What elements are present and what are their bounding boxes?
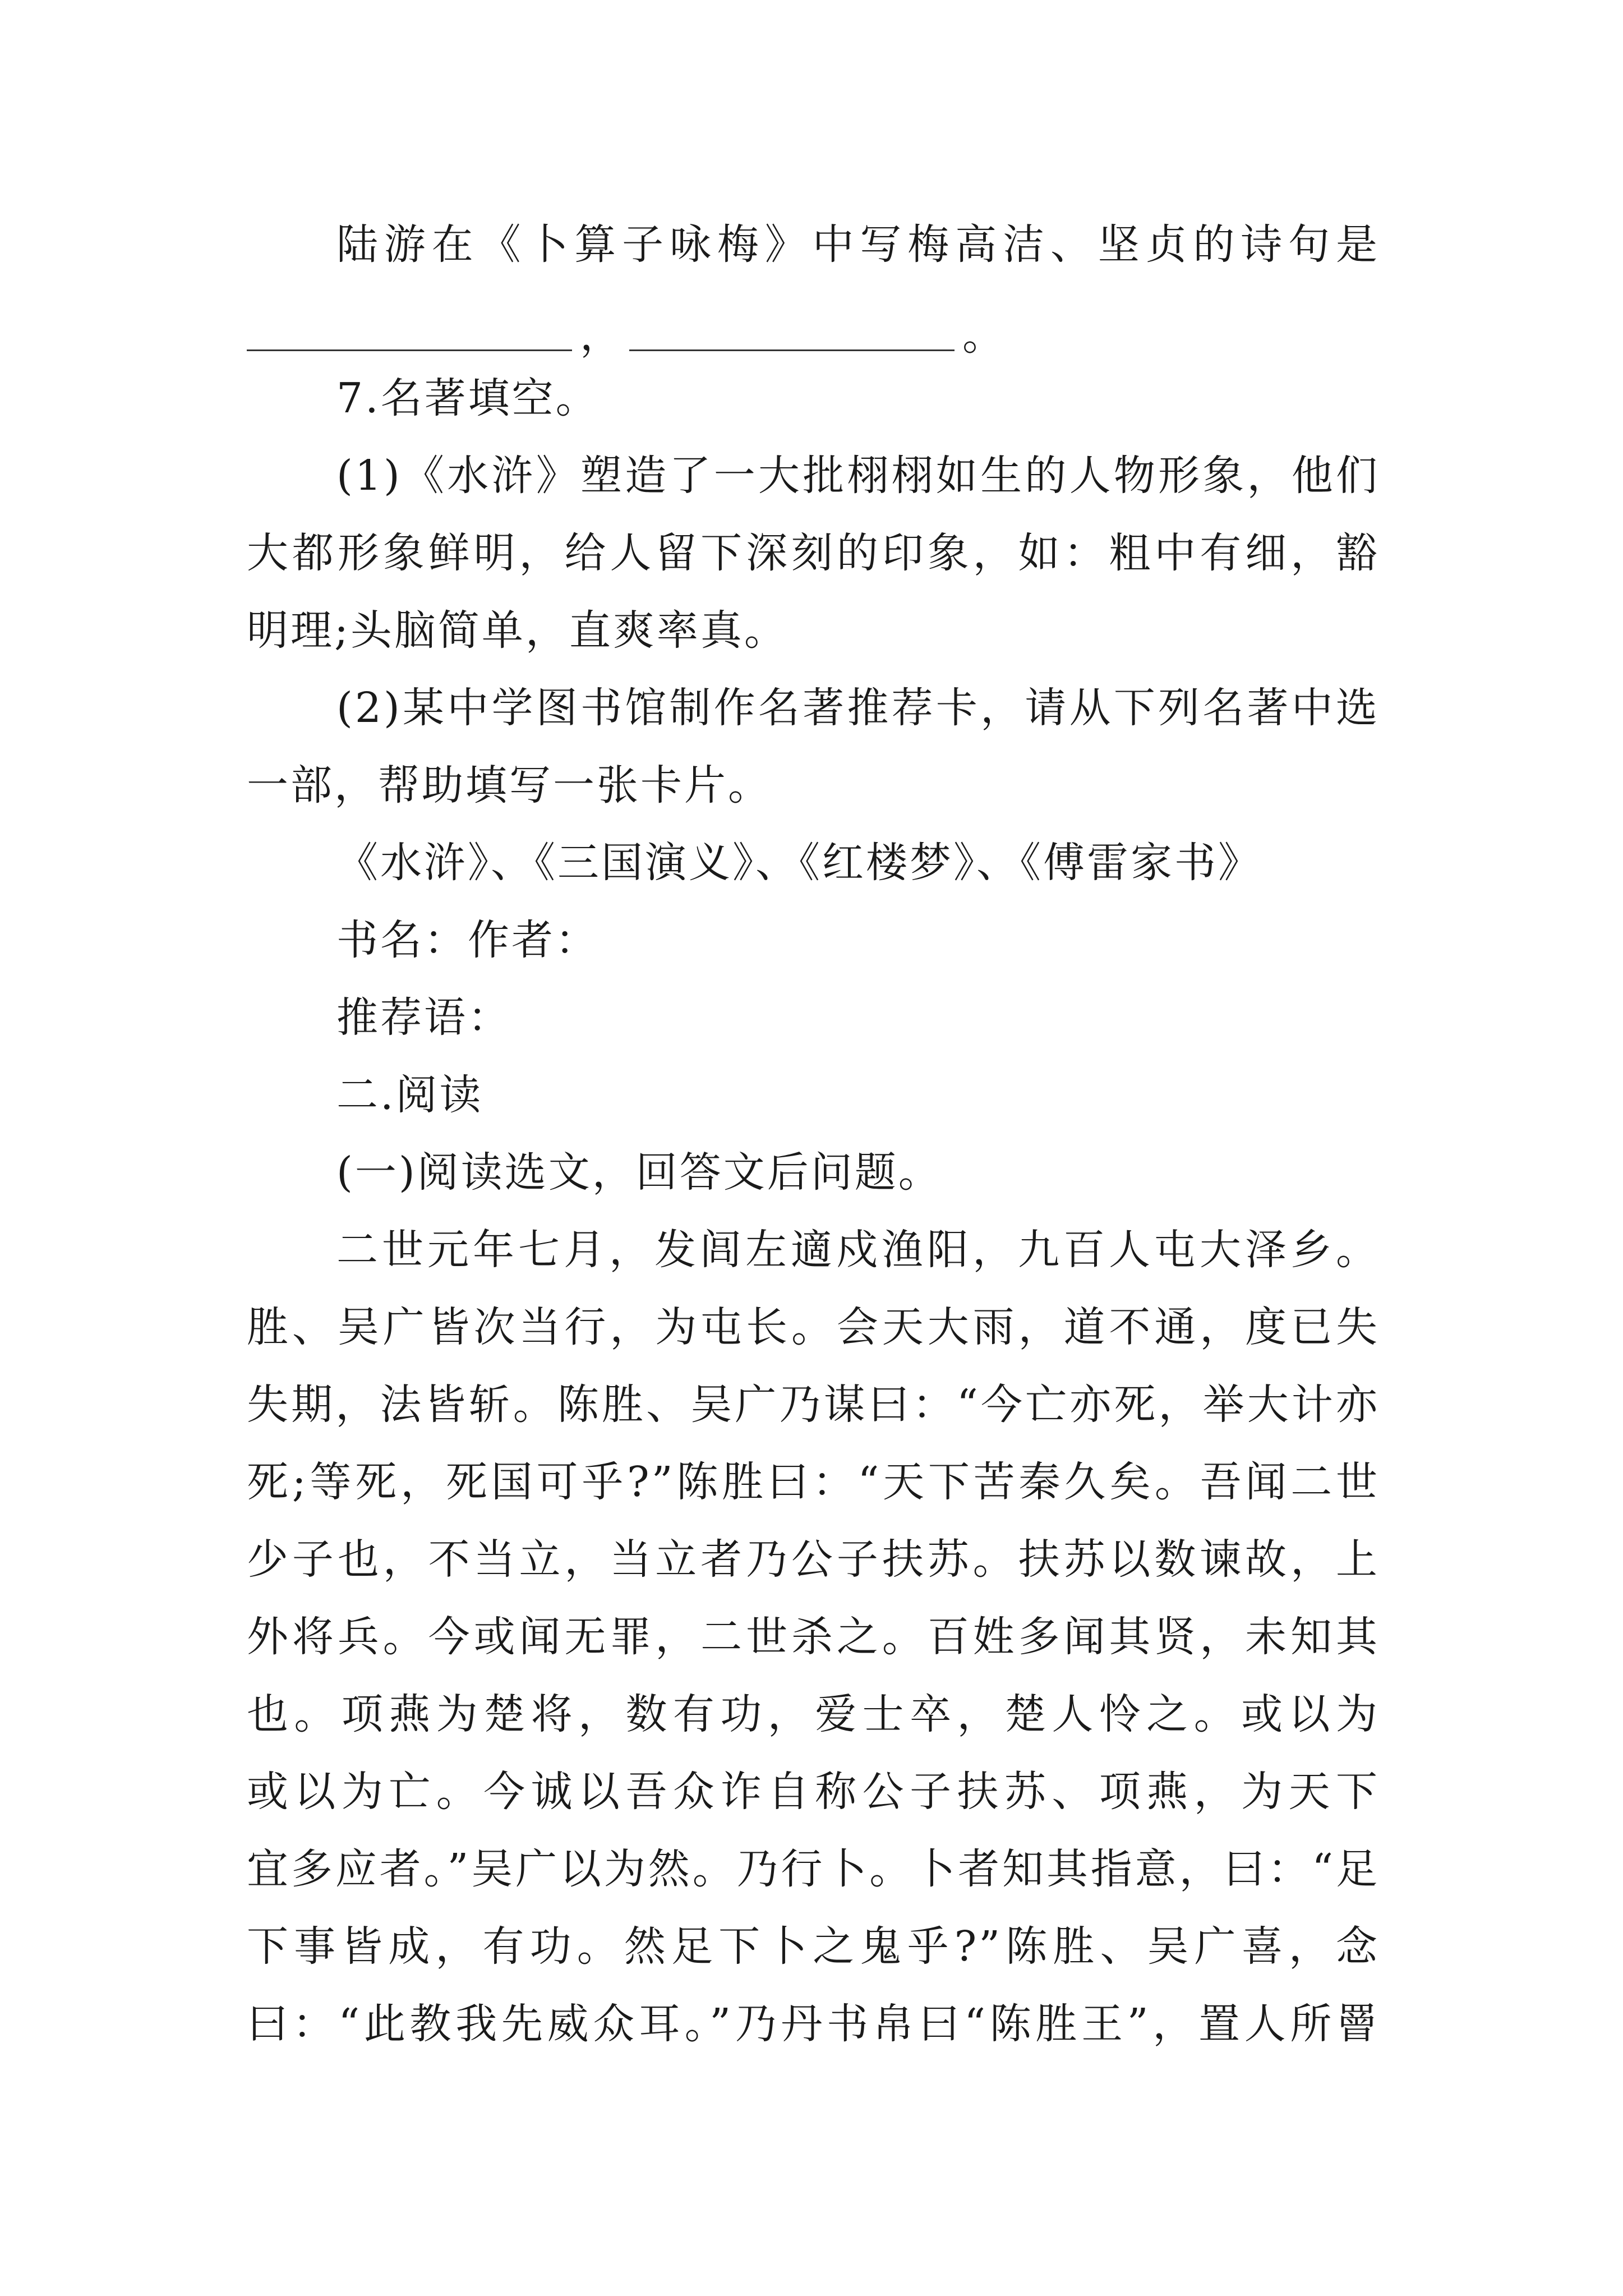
passage-line: 二世元年七月，发闾左適戍渔阳，九百人屯大泽乡。 (336, 1226, 1380, 1274)
blank-separator: ， (580, 311, 621, 360)
passage-line: 外将兵。今或闻无罪，二世杀之。百姓多闻其贤，未知其 (247, 1613, 1380, 1661)
answer-blank[interactable] (629, 349, 955, 351)
passage-line: 失期，法皆斩。陈胜、吴广乃谋曰：“今亡亦死，举大计亦 (247, 1381, 1380, 1429)
card-field-recommendation: 推荐语： (336, 993, 511, 1042)
passage-line: 下事皆成，有功。然足下卜之鬼乎?”陈胜、吴广喜，念 (247, 1922, 1380, 1971)
paragraph-line: (1)《水浒》塑造了一大批栩栩如生的人物形象，他们 (336, 452, 1380, 500)
paragraph-line: 一部，帮助填写一张卡片。 (247, 761, 772, 809)
paragraph-line: 明理;头脑简单，直爽率真。 (247, 606, 788, 655)
passage-line: 少子也，不当立，当立者乃公子扶苏。扶苏以数谏故，上 (247, 1535, 1380, 1584)
card-field-title-author: 书名：作者： (336, 916, 599, 964)
answer-blank[interactable] (247, 349, 572, 351)
question-heading: 7.名著填空。 (336, 374, 600, 422)
subsection-heading: (一)阅读选文，回答文后问题。 (336, 1148, 942, 1197)
paragraph-line: 陆游在《卜算子咏梅》中写梅高洁、坚贞的诗句是 (336, 220, 1380, 269)
paragraph-line: 大都形象鲜明，给人留下深刻的印象，如：粗中有细，豁 (247, 529, 1380, 577)
section-heading: 二.阅读 (336, 1071, 483, 1119)
passage-line: 或以为亡。今诚以吾众诈自称公子扶苏、项燕，为天下 (247, 1768, 1380, 1816)
passage-line: 曰：“此教我先威众耳。”乃丹书帛曰“陈胜王”，置人所罾 (247, 2000, 1380, 2048)
passage-line: 死;等死，死国可乎?”陈胜曰：“天下苦秦久矣。吾闻二世 (247, 1458, 1380, 1506)
paragraph-line: (2)某中学图书馆制作名著推荐卡，请从下列名著中选 (336, 684, 1380, 732)
blank-terminator: 。 (962, 311, 1004, 360)
passage-line: 宜多应者。”吴广以为然。乃行卜。卜者知其指意，曰：“足 (247, 1845, 1380, 1893)
book-list: 《水浒》、《三国演义》、《红楼梦》、《傅雷家书》 (336, 839, 1262, 887)
passage-line: 也。项燕为楚将，数有功，爱士卒，楚人怜之。或以为 (247, 1690, 1380, 1738)
passage-line: 胜、吴广皆次当行，为屯长。会天大雨，道不通，度已失 (247, 1303, 1380, 1351)
fill-in-blank-line (247, 307, 1012, 364)
